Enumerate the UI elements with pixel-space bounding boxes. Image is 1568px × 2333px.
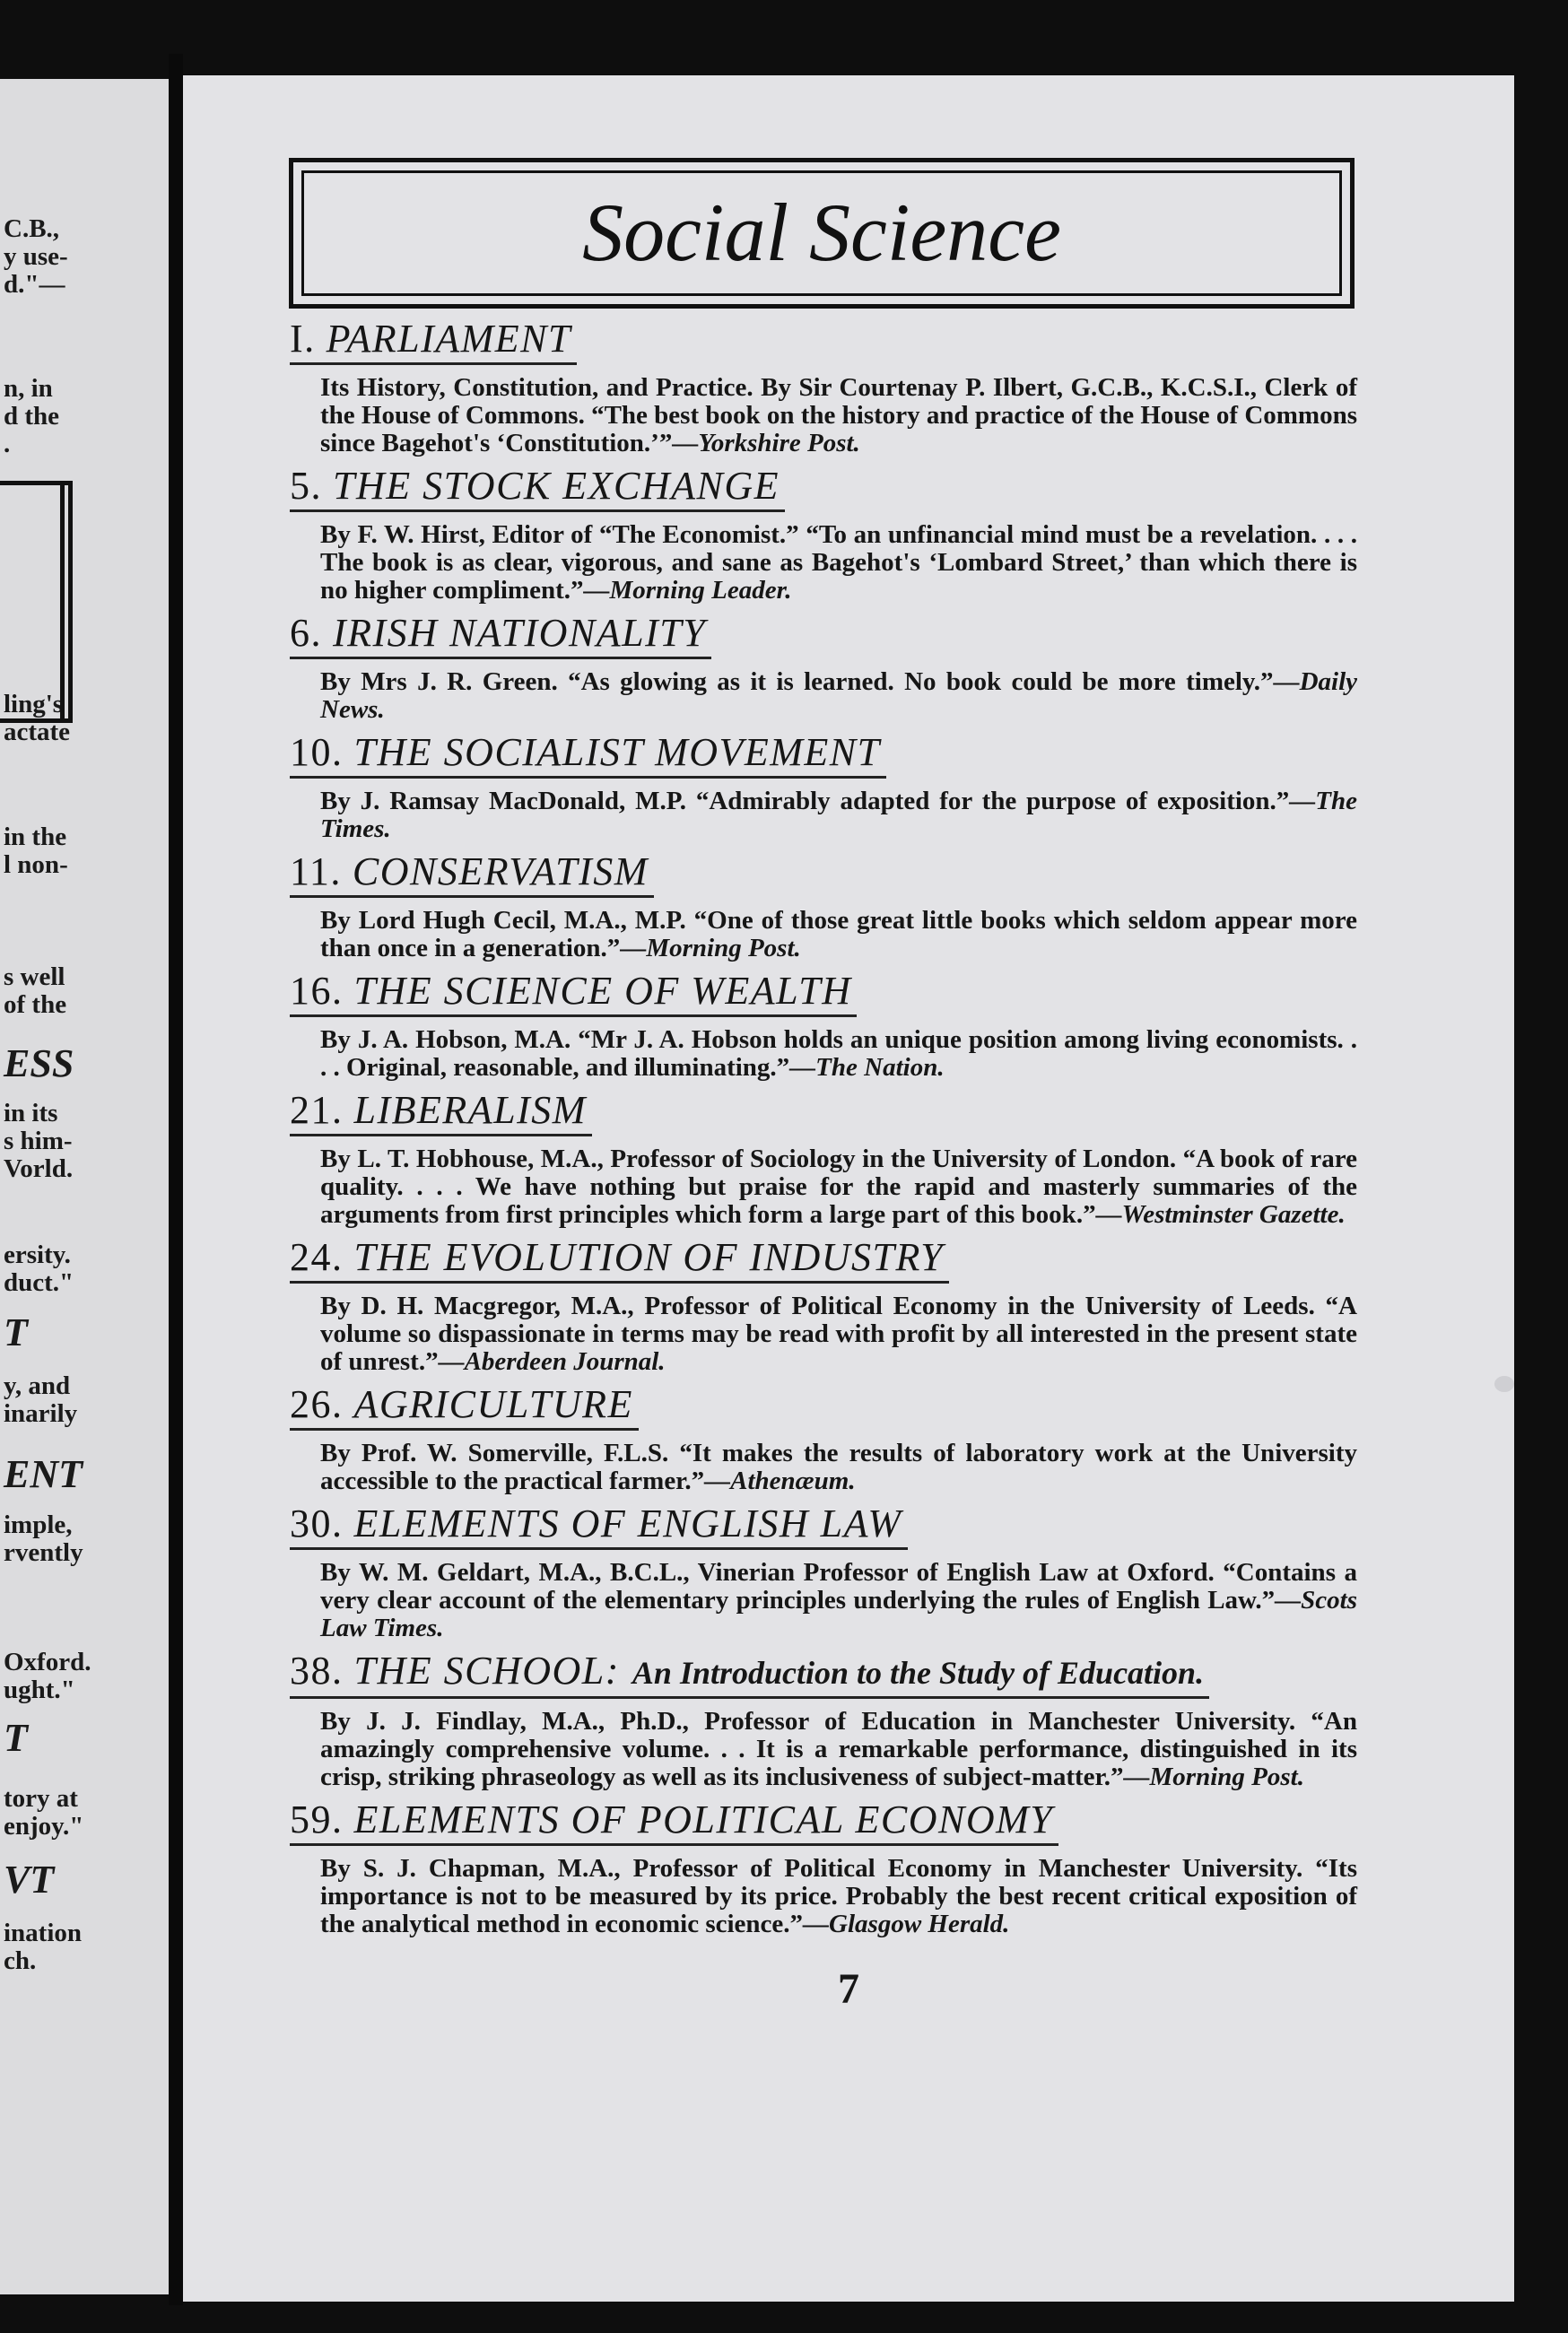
entry-description [320,788,1357,843]
entry-body-text: By W. M. Geldart, M.A., B.C.L., Vinerian Professor of English Law at Oxford. “Contains a very clear account of the elementary principles underlying the rules of English Law.” [320,1558,1357,1615]
left-page-fragment-text: duct." [4,1268,74,1297]
book-entry [290,1797,1357,1938]
entry-heading [290,1501,908,1550]
entry-description [320,1440,1357,1495]
book-entry [290,968,1357,1082]
book-entry [290,463,1357,605]
left-page-fragment-text: T [4,1716,28,1760]
book-entry [290,1087,1357,1229]
entry-heading [290,1234,949,1284]
left-page-fragment-text: ling's [4,690,64,718]
left-page-fragment-text: ught." [4,1676,75,1704]
entry-number: 59. [290,1798,344,1841]
entry-description [320,521,1357,605]
entry-number: 21. [290,1088,344,1132]
entry-attribution: —Athenæum. [704,1467,856,1495]
entry-title: ELEMENTS OF ENGLISH LAW [353,1502,902,1545]
book-entry [290,1234,1357,1376]
entry-description [320,1026,1357,1082]
entry-body-text: By Mrs J. R. Green. “As glowing as it is learned. No book could be more timely.” [320,667,1274,696]
left-page-fragment-text: . [4,430,11,458]
entry-heading [290,1648,1209,1699]
entry-attribution: —Daily News. [320,667,1357,724]
entry-title: CONSERVATISM [352,849,649,893]
left-page-fragment [0,79,169,2294]
book-entry [290,1501,1357,1642]
entry-number: 10. [290,730,344,774]
entry-heading [290,968,857,1017]
left-page-fragment-text: d."— [4,270,65,299]
left-page-fragment-text: s him- [4,1127,73,1155]
entry-title: THE SCIENCE OF WEALTH [353,969,852,1013]
entry-body-text: Its History, Constitution, and Practice. By Sir Courtenay P. Ilbert, G.C.B., K.C.S.I., Clerk of the House of Commons. “The best book on the history and practice of the House of Commons since Bagehot's ‘Constitution.’” [320,373,1357,457]
entry-number: 16. [290,969,344,1013]
entry-list [290,316,1357,1944]
paper-speck [1494,1376,1514,1392]
entry-body-text: By D. H. Macgregor, M.A., Professor of Political Economy in the University of Leeds. “A volume so dispassionate in terms may be read with profit by all interested in the present state of unrest.” [320,1292,1357,1376]
entry-number: 24. [290,1235,344,1279]
left-page-fragment-text: ch. [4,1946,37,1975]
entry-attribution: —Glasgow Herald. [803,1910,1010,1938]
entry-heading [290,729,886,779]
entry-description [320,668,1357,724]
book-entry [290,849,1357,962]
book-entry [290,1381,1357,1495]
left-page-fragment-text: y, and [4,1371,71,1400]
entry-attribution: —Yorkshire Post. [672,429,860,457]
entry-attribution: —Westminster Gazette. [1095,1200,1346,1229]
entry-body-text: By J. A. Hobson, M.A. “Mr J. A. Hobson holds an unique position among living economists. . . . Original, reasonable, and illuminating.” [320,1025,1357,1082]
left-page-fragment-text: T [4,1310,28,1354]
entry-title: ELEMENTS OF POLITICAL ECONOMY [353,1798,1054,1841]
left-page-fragment-text: y use- [4,242,68,271]
entry-description [320,1708,1357,1791]
left-page-fragment-text: rvently [4,1538,83,1567]
left-page-fragment-text: ENT [4,1452,83,1496]
entry-subtitle: An Introduction to the Study of Education. [632,1655,1205,1691]
entry-description [320,1855,1357,1938]
left-page-fragment-text: in the [4,823,67,851]
left-page-fragment-text: s well [4,962,65,991]
book-entry [290,729,1357,843]
left-page-fragment-text: Vorld. [4,1154,74,1183]
entry-body-text: By J. J. Findlay, M.A., Ph.D., Professor of Education in Manchester University. “An amazingly comprehensive volume. . . It is a remarkable performance, distinguished in its crisp, striking phraseology as well as its inclusiveness of subject-matter.” [320,1707,1357,1791]
entry-body-text: By Lord Hugh Cecil, M.A., M.P. “One of those great little books which seldom appear more than once in a generation.” [320,906,1357,962]
book-gutter [169,54,183,2305]
left-page-fragment-text: ination [4,1919,83,1947]
entry-number: 38. [290,1649,344,1693]
entry-description [320,1293,1357,1376]
entry-attribution: —The Times. [320,787,1357,843]
entry-heading [290,1087,592,1136]
entry-title: LIBERALISM [353,1088,587,1132]
entry-heading [290,316,577,365]
left-page-fragment-text: inarily [4,1399,78,1428]
entry-heading [290,463,785,512]
entry-body-text: By J. Ramsay MacDonald, M.P. “Admirably adapted for the purpose of exposition.” [320,787,1290,815]
left-page-fragment-text: tory at [4,1784,78,1813]
entry-attribution: —The Nation. [789,1053,945,1082]
entry-body-text: By Prof. W. Somerville, F.L.S. “It makes the results of laboratory work at the University accessible to the practical farmer.” [320,1439,1357,1495]
entry-number: 6. [290,611,322,655]
book-entry [290,610,1357,724]
entry-attribution: —Aberdeen Journal. [438,1347,666,1376]
book-entry [290,316,1357,457]
entry-title: THE EVOLUTION OF INDUSTRY [353,1235,945,1279]
page-title: Social Science [582,187,1061,278]
entry-attribution: —Morning Post. [1123,1763,1304,1791]
page-number: 7 [838,1965,859,2013]
entry-description [320,1559,1357,1642]
left-page-fragment-text: actate [4,718,71,746]
entry-heading [290,610,711,659]
entry-heading [290,1381,639,1431]
entry-heading [290,1797,1058,1846]
entry-number: 30. [290,1502,344,1545]
left-page-fragment-text: n, in [4,374,53,403]
left-page-fragment-text: ESS [4,1041,74,1085]
book-page [183,75,1514,2302]
left-page-fragment-text: imple, [4,1510,73,1539]
entry-title: IRISH NATIONALITY [333,611,707,655]
entry-title: THE STOCK EXCHANGE [333,464,780,508]
left-page-fragment-text: Oxford. [4,1648,91,1676]
entry-attribution: —Morning Leader. [583,576,792,605]
entry-title: PARLIAMENT [326,317,571,361]
left-page-fragment-text: ersity. [4,1240,71,1269]
left-page-border-box [0,481,73,723]
entry-attribution: —Morning Post. [620,934,801,962]
entry-description [320,1145,1357,1229]
entry-number: 5. [290,464,322,508]
left-page-fragment-text: C.B., [4,214,60,243]
left-page-fragment-text: l non- [4,850,68,879]
entry-heading [290,849,654,898]
left-page-fragment-text: enjoy." [4,1812,84,1841]
entry-number: I. [290,317,316,361]
book-entry [290,1648,1357,1791]
entry-title: AGRICULTURE [353,1382,633,1426]
left-page-fragment-text: in its [4,1099,58,1127]
entry-title: THE SOCIALIST MOVEMENT [353,730,881,774]
entry-attribution: —Scots Law Times. [320,1586,1357,1642]
left-page-fragment-text: VT [4,1858,55,1902]
entry-number: 11. [290,849,342,893]
entry-number: 26. [290,1382,344,1426]
entry-title: THE SCHOOL: [353,1649,620,1693]
left-page-fragment-text: of the [4,990,67,1019]
left-page-fragment-text: d the [4,402,60,431]
entry-description [320,907,1357,962]
entry-body-text: By L. T. Hobhouse, M.A., Professor of Sociology in the University of London. “A book of rare quality. . . . We have nothing but praise for the rapid and masterly summaries of the arguments from first principles which form a large part of this book.” [320,1145,1357,1229]
entry-body-text: By F. W. Hirst, Editor of “The Economist.” “To an unfinancial mind must be a revelation. . . . The book is as clear, vigorous, and sane as Bagehot's ‘Lombard Street,’ than which there is no higher compliment.” [320,520,1357,605]
title-frame [289,158,1355,309]
entry-description [320,374,1357,457]
entry-body-text: By S. J. Chapman, M.A., Professor of Political Economy in Manchester University. “Its importance is not to be measured by its price. Probably the best recent critical exposition of the analytical method in economic science.” [320,1854,1357,1938]
